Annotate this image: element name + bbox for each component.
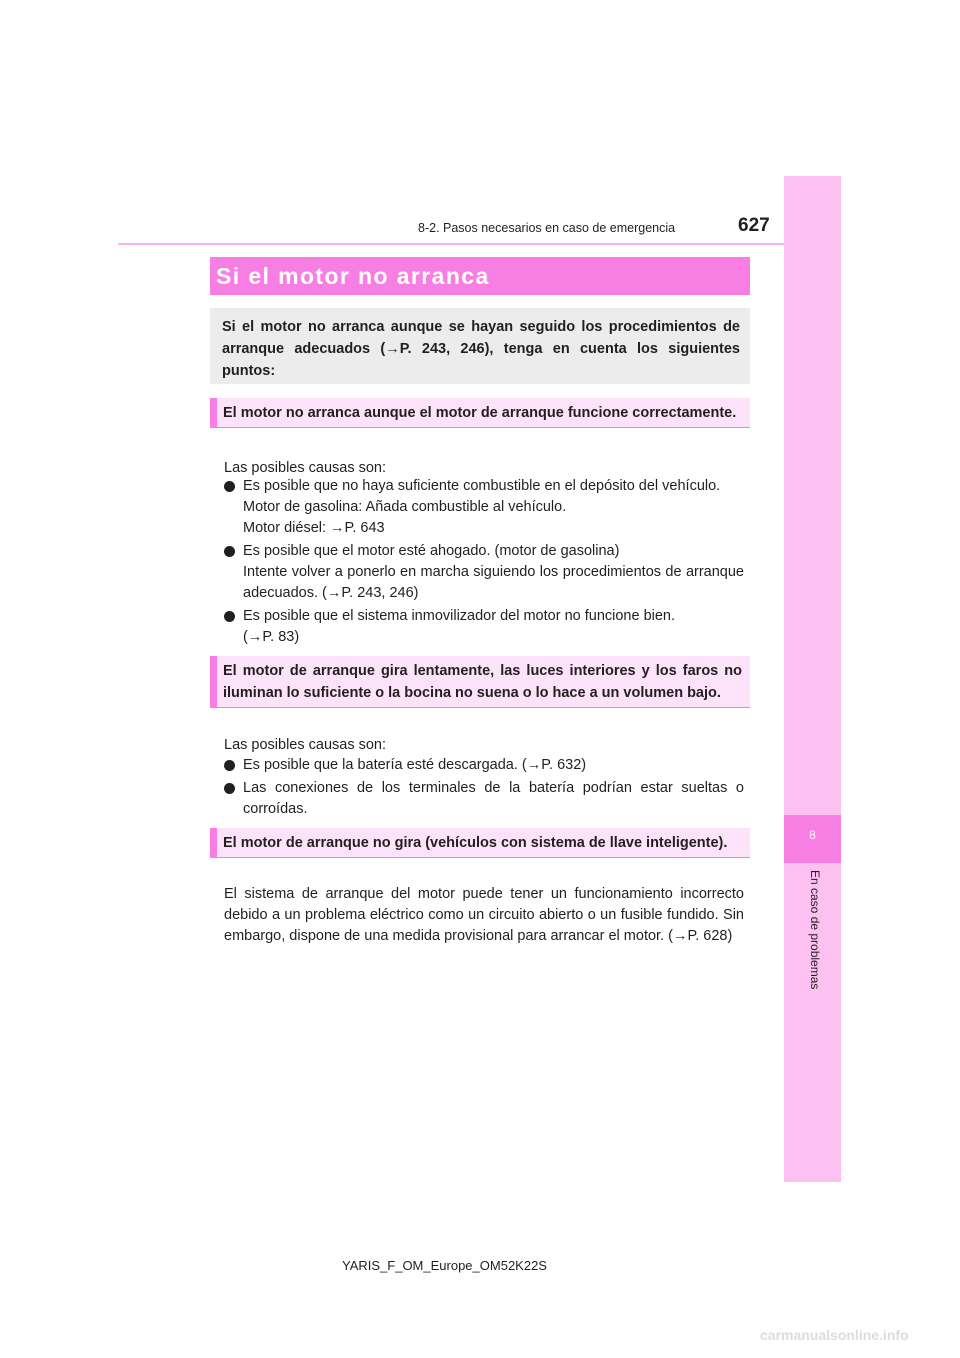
section-heading-no-crank: El motor de arranque no gira (vehículos con sistema de llave inteligente). (210, 828, 750, 858)
bullet-line: Es posible que no haya suficiente combustible en el depósito del vehículo. (243, 478, 721, 494)
bullet-icon (224, 760, 235, 771)
section-title-bar (210, 257, 750, 295)
bullet-line: Intente volver a ponerlo en marcha siguiendo los procedimientos de arranque adecuados. (→P. 243, 246) (243, 564, 744, 601)
bullet-line: Las conexiones de los terminales de la batería podrían estar sueltas o corroídas. (243, 780, 744, 817)
chapter-tab-label: En caso de problemas (808, 870, 822, 990)
section-lead: Las posibles causas son: (224, 460, 387, 476)
page-number: 627 (738, 215, 770, 236)
chapter-tab-number: 8 (809, 828, 816, 842)
bullet-line: (→P. 83) (243, 629, 300, 645)
page-title: Si el motor no arranca (216, 263, 490, 289)
bullet-line: Es posible que el motor esté ahogado. (motor de gasolina) (243, 543, 620, 559)
section-heading-slow-cranking: El motor de arranque gira lentamente, las luces interiores y los faros no iluminan lo suficiente o la bocina no suena o lo hace a un volumen bajo. (210, 656, 750, 708)
chapter-side-tab (784, 176, 841, 1182)
watermark: carmanualsonline.info (760, 1327, 909, 1343)
section-body: El sistema de arranque del motor puede tener un funcionamiento incorrecto debido a un problema eléctrico como un circuito abierto o un fusible fundido. Sin embargo, dispone de una medida provisional para arrancar el motor. (→P. 628) (224, 886, 744, 944)
document-code: YARIS_F_OM_Europe_OM52K22S (342, 1258, 547, 1273)
bullet-line: Es posible que la batería esté descargada. (→P. 632) (243, 757, 587, 773)
section-heading-engine-cranks: El motor no arranca aunque el motor de arranque funcione correctamente. (210, 398, 750, 428)
header-divider (118, 243, 840, 245)
chapter-heading: 8-2. Pasos necesarios en caso de emergencia (418, 221, 676, 235)
bullet-line: Es posible que el sistema inmovilizador del motor no funcione bien. (243, 608, 676, 624)
intro-box: Si el motor no arranca aunque se hayan seguido los procedimientos de arranque adecuados (→P. 243, 246), tenga en cuenta los siguientes puntos: (210, 308, 750, 384)
bullet-icon (224, 481, 235, 492)
bullet-icon (224, 546, 235, 557)
bullet-line: Motor de gasolina: Añada combustible al vehículo. (243, 499, 567, 515)
bullet-icon (224, 611, 235, 622)
bullet-icon (224, 783, 235, 794)
bullet-line: Motor diésel: →P. 643 (243, 520, 385, 536)
section-lead: Las posibles causas son: (224, 737, 387, 753)
